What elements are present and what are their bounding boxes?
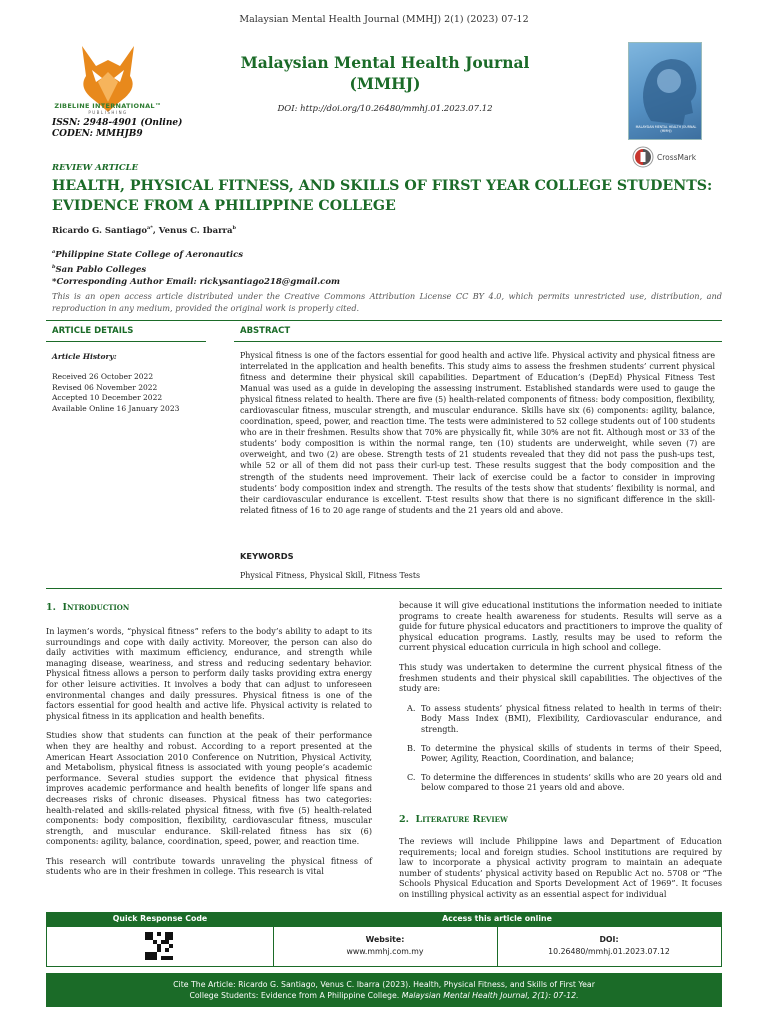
- objective-b: B. To determine the physical skills of students in terms of their Speed, Power, Agility, Reaction, Coordination, and balance;: [407, 742, 722, 764]
- paragraph: because it will give educational institutions the information needed to initiate programs to create health awareness for students. Results will serve as a guide for future physical educators and practitioners to improve the quality of physical education programs. Lastly, results may be used to reform the current physical education curricula in high school and college.: [399, 600, 722, 653]
- paragraph: In laymen’s words, “physical fitness” refers to the body’s ability to adapt to its surroundings and cope with daily activity. Moreover, the person can also do daily activities with maximum efficiency, endurance, and strength while managing disease, weariness, and stress and reducing sedentary behavior. Physical fitness allows a person to perform daily tasks providing extra energy for other leisure activities. It involves a body that can adjust to unforeseen environmental changes and daily pressures. Physical fitness is one of the factors essential for good health and active life. Physical activity is related to physical fitness in its application and health benefits.: [46, 626, 372, 721]
- qr-heading: Quick Response Code: [112, 914, 208, 923]
- affiliation-b: $^b$San Pablo Colleges: [52, 263, 147, 275]
- divider: [46, 588, 722, 589]
- article-type: REVIEW ARTICLE: [52, 163, 139, 173]
- affiliations: [52, 246, 340, 288]
- cover-title: MALAYSIAN MENTAL HEALTH JOURNAL (MMHJ): [635, 125, 697, 133]
- paragraph: Studies show that students can function at the peak of their performance when they are healthy and robust. According to a report presented at the American Heart Association 2010 Conference on Nutrition, Physical Activity, and Metabolism, physical fitness is associated with young people’s academic performance. Several studies support the evidence that physical fitness improves academic performance and health benefits of longer life spans and decreases risks of chronic diseases. Physical fitness has two categories: health-related and skills-related physical fitness, with five (5) health-related components: body composition, flexibility, cardiovascular fitness, muscular strength, and muscular endurance. Skill-related fitness has six (6) components: agility, balance, coordination, speed, power, and reaction time.: [46, 730, 372, 847]
- divider: [234, 341, 722, 342]
- access-box: [46, 912, 722, 967]
- doi-link[interactable]: 10.26480/mmhj.01.2023.07.12: [548, 947, 670, 956]
- keywords: Physical Fitness, Physical Skill, Fitness Tests: [240, 571, 421, 580]
- accepted-date: Accepted 10 December 2022: [52, 393, 163, 402]
- journal-title: Malaysian Mental Health Journal (MMHJ): [240, 53, 530, 93]
- right-column: [399, 600, 722, 801]
- article-history: [52, 372, 179, 414]
- issn-block: [52, 118, 182, 140]
- revised-date: Revised 06 November 2022: [52, 382, 158, 392]
- objective-c: C. To determine the differences in students’ skills who are 20 years old and below compared to those 21 years old and above.: [407, 771, 722, 793]
- objective-a: A. To assess students’ physical fitness related to health in terms of their: Body Mass Index (BMI), Flexibility, Cardiovascular endurance, and strength.: [407, 702, 722, 734]
- crossmark-icon: [632, 146, 654, 168]
- corresponding-author: *Corresponding Author Email: rickysantiago218@gmail.com: [52, 276, 341, 287]
- qr-code-icon[interactable]: [145, 932, 173, 960]
- journal-doi[interactable]: DOI: http://doi.org/10.26480/mmhj.01.2023.07.12: [277, 104, 493, 114]
- divider: [46, 320, 722, 321]
- journal-cover: [628, 42, 702, 140]
- running-head: Malaysian Mental Health Journal (MMHJ) 2(1) (2023) 07-12: [239, 14, 529, 25]
- article-title: HEALTH, PHYSICAL FITNESS, AND SKILLS OF FIRST YEAR COLLEGE STUDENTS: EVIDENCE FROM A PHILIPPINE COLLEGE: [52, 178, 713, 214]
- divider: [46, 341, 206, 342]
- citation-line-2: College Students: Evidence from A Philippine College. Malaysian Mental Health Journal, 2(1): 07-12.: [189, 991, 579, 1000]
- introduction-heading: 1. Introduction: [46, 602, 130, 613]
- keywords-heading: KEYWORDS: [240, 551, 294, 561]
- publisher-name: ZIBELINE INTERNATIONAL™: [54, 102, 162, 110]
- access-heading: Access this article online: [442, 914, 552, 923]
- article-details-heading: ARTICLE DETAILS: [52, 326, 134, 336]
- website-label: Website:: [365, 935, 405, 944]
- citation-bar: [46, 973, 722, 1007]
- crossmark-label: CrossMark: [657, 152, 697, 162]
- abstract-text: Physical fitness is one of the factors essential for good health and active life. Physical activity and physical fitness are interrelated in the application and health benefits. This study aims to assess the freshmen students’ current physical fitness and determine their physical skill capabilities. Department of Education’s (DepEd) Physical Fitness Test Manual was used as a guide in developing the assessing instrument. Established standards were used to gauge the physical fitness related to health. There are five (5) health-related components of fitness: body composition, flexibility, cardiovascular fitness, muscular strength, and muscular endurance. Skills have six (6) components: agility, balance, coordination, speed, power, and reaction time. The tests were administered to 52 college students out of 100 students who are in their freshmen. Results show that 70% are physically fit, while 30% are not fit. Although most or 33 of the students’ body composition is within the normal range, ten (10) students are underweight, while seven (7) are overweight, and two (2) are obese. Strength tests of 21 students revealed that they did not pass the push-ups test, while 52 or all of them did not pass their curl-up test. These results suggest that the body composition and the strength of the students need improvement. Their lack of exercise could be a factor to consider in improving students’ body composition index and strength. The results of the tests show that students’ flexibility is normal, and their cardiovascular endurance is excellent. T-test results show that there is no significant difference in the skill-related fitness of 16 to 20 age range of students and the 21 years old and above.: [240, 351, 715, 515]
- website-link[interactable]: www.mmhj.com.my: [346, 947, 424, 956]
- citation-line-1: Cite The Article: Ricardo G. Santiago, Venus C. Ibarra (2023). Health, Physical Fitness, and Skills of First Year: [173, 980, 595, 989]
- paragraph: This research will contribute towards unraveling the physical fitness of students who are in their freshmen in college. This research is vital: [46, 855, 372, 877]
- literature-review-heading: 2. Literature Review: [399, 814, 508, 825]
- publisher-sub: PUBLISHING: [88, 110, 128, 115]
- history-heading: Article History:: [52, 352, 117, 361]
- abstract-heading: ABSTRACT: [240, 326, 291, 336]
- right-column-continued: [399, 836, 722, 909]
- affiliation-a: $^a$Philippine State College of Aeronautics: [52, 249, 244, 260]
- left-column: [46, 626, 372, 886]
- doi-label: DOI:: [599, 935, 619, 944]
- authors: Ricardo G. Santiago$^{a*}$, Venus C. Ibarra$^b$: [52, 225, 237, 236]
- paragraph: The reviews will include Philippine laws and Department of Education requirements; local and foreign studies. School institutions are required by law to incorporate a physical activity program to maintain an adequate number of students’ physical activity based on Republic Act no. 5708 or “The Schools Physical Education and Sports Development Act of 1969”. It focuses on instilling physical activity as an essential aspect for individual: [399, 836, 722, 899]
- license-note: This is an open access article distributed under the Creative Commons Attribution License CC BY 4.0, which permits unrestricted use, distribution, and reproduction in any medium, provided the original work is properly cited.: [52, 291, 722, 313]
- issn: ISSN: 2948-4901 (Online): [52, 118, 183, 128]
- online-date: Available Online 16 January 2023: [52, 403, 180, 413]
- crossmark-badge[interactable]: [632, 146, 706, 168]
- received-date: Received 26 October 2022: [52, 372, 154, 381]
- paragraph: This study was undertaken to determine the current physical fitness of the freshmen students and their physical skill capabilities. The objectives of the study are:: [399, 661, 722, 694]
- coden: CODEN: MMHJB9: [52, 129, 143, 139]
